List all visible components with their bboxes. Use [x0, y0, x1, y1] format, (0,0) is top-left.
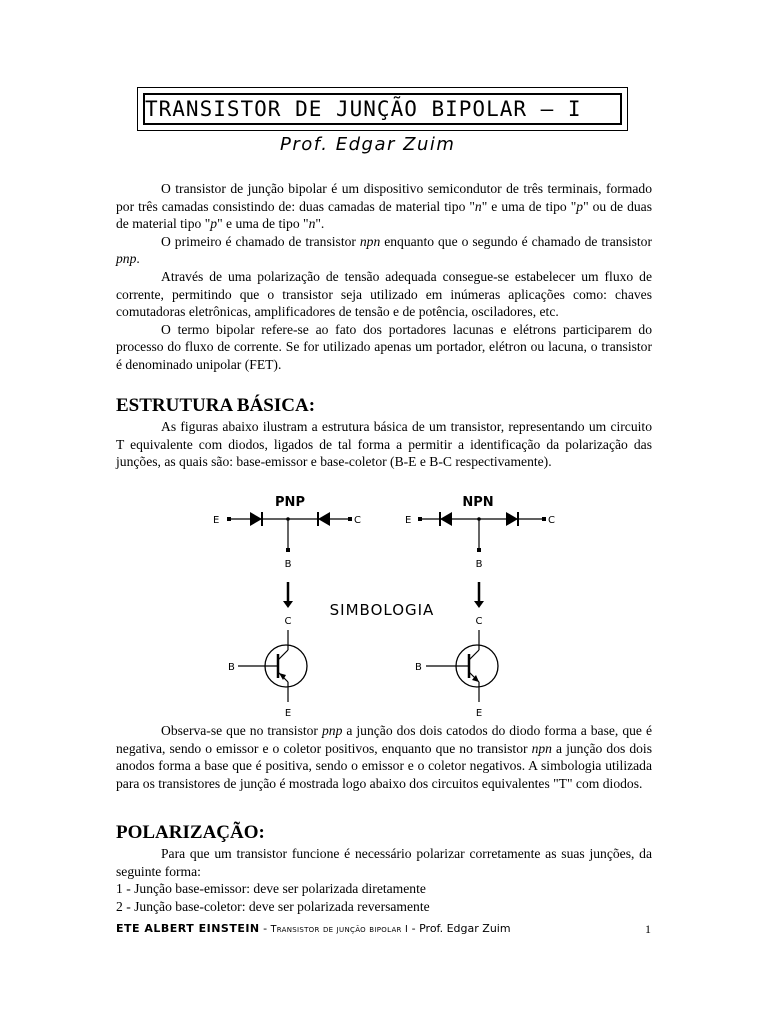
pnp-c-terminal-dot: [348, 517, 352, 521]
section-heading-polarizacao: POLARIZAÇÃO:: [116, 822, 265, 843]
intro-paragraph-1: [116, 180, 652, 233]
text-run: O primeiro é chamado de transistor: [161, 233, 360, 249]
observacao-section: [116, 722, 652, 792]
italic-run: pnp: [321, 723, 343, 738]
text-run: " e uma de tipo ": [217, 216, 309, 232]
pnp-down-arrowhead-icon: [283, 601, 293, 608]
text-run: enquanto que o segundo é chamado de transistor: [380, 233, 652, 249]
npn-b-terminal-label: B: [475, 559, 483, 570]
npn-label: NPN: [462, 495, 494, 510]
npn-c-terminal-dot: [542, 517, 546, 521]
polarizacao-item-1: 1 - Junção base-emissor: deve ser polarizada diretamente: [116, 881, 426, 897]
intro-paragraph-2: [116, 233, 652, 268]
text-run: " e uma de tipo ": [481, 198, 577, 214]
estrutura-paragraph: As figuras abaixo ilustram a estrutura básica de um transistor, representando um circuito T equivalente com diodos, ligados de tal forma a permitir a identificação da polarização das junções, as quais são: base-emissor e base-coletor (B-E e B-C respectivamente).: [116, 419, 652, 470]
italic-run: npn: [531, 740, 552, 756]
italic-run: p: [210, 216, 218, 232]
npn-symbol-c-label: C: [475, 616, 483, 627]
npn-b-terminal-dot: [477, 548, 481, 552]
italic-run: pnp: [116, 251, 137, 267]
observacao-paragraph: [116, 722, 652, 792]
npn-down-arrowhead-icon: [474, 601, 484, 608]
estrutura-section: [116, 418, 652, 471]
text-run: ".: [315, 216, 325, 232]
npn-symbol-e-label: E: [475, 708, 483, 719]
polarizacao-section: [116, 845, 652, 915]
npn-diode-right-icon: [506, 512, 518, 526]
pnp-e-terminal-dot: [227, 517, 231, 521]
npn-c-terminal-label: C: [548, 515, 555, 526]
intro-paragraph-4: O termo bipolar refere-se ao fato dos portadores lacunas e elétrons participarem do processo do fluxo de corrente. Se for utilizado apenas um portador, elétron ou lacuna, o transistor é denominado unipolar (FET).: [116, 321, 652, 372]
npn-symbol-b-label: B: [415, 662, 422, 673]
document-title: TRANSISTOR DE JUNÇÃO BIPOLAR – I: [145, 97, 582, 121]
text-run: Observa-se que no transistor: [161, 723, 322, 738]
npn-e-terminal-label: E: [405, 515, 412, 526]
footer-separator: -: [408, 922, 420, 935]
pnp-symbol-e-label: E: [284, 708, 292, 719]
polarizacao-paragraph: Para que um transistor funcione é necessário polarizar corretamente as suas junções, da seguinte forma:: [116, 846, 652, 879]
italic-run: npn: [359, 233, 381, 249]
pnp-symbol-b-label: B: [228, 662, 235, 673]
text-run: .: [136, 251, 140, 267]
text-run: a junção dos dois catodos do diodo forma a base, que é negativa, sendo o emissor e o coletor positivos, enquanto que no transistor: [116, 723, 652, 756]
footer-author: Prof. Edgar Zuim: [419, 922, 511, 935]
pnp-label: PNP: [275, 495, 305, 510]
intro-paragraph-3: Através de uma polarização de tensão adequada consegue-se estabelecer um fluxo de corrente, permitindo que o transistor seja utilizado em inúmeras aplicações como: chaves comutadoras eletrônicas, amplificadores de tensão e de potência, osciladores, etc.: [116, 268, 652, 320]
pnp-b-terminal-dot: [286, 548, 290, 552]
text-run: " ou de duas de material tipo ": [116, 198, 652, 232]
page-footer: [116, 922, 656, 935]
text-run: O transistor de junção bipolar é um dispositivo semicondutor de três terminais, formado por três camadas consistindo de: duas camadas de material tipo ": [116, 181, 652, 214]
text-run: a junção dos dois anodos forma a base que é positiva, sendo o emissor e o coletor negativos. A simbologia utilizada para os transistores de junção é mostrada logo abaixo dos circuitos equivalentes "T" com diodos.: [116, 740, 652, 791]
pnp-b-terminal-label: B: [284, 559, 292, 570]
transistor-structure-figure: [190, 490, 580, 722]
npn-diode-left-icon: [440, 512, 452, 526]
footer-document: Transistor de junção bipolar I: [270, 924, 409, 935]
footer-school: ETE ALBERT EINSTEIN: [116, 922, 260, 935]
intro-section: [116, 180, 652, 374]
polarizacao-item-2: 2 - Junção base-coletor: deve ser polarizada reversamente: [116, 898, 430, 914]
italic-run: p: [576, 198, 584, 214]
simbologia-label: SIMBOLOGIA: [329, 601, 435, 619]
footer-separator: -: [259, 922, 271, 935]
pnp-symbol-collector-line: [278, 650, 288, 660]
npn-e-terminal-dot: [418, 517, 422, 521]
italic-run: n: [308, 216, 316, 232]
pnp-symbol-c-label: C: [284, 616, 292, 627]
document-author: Prof. Edgar Zuim: [280, 134, 456, 155]
pnp-diode-left-icon: [250, 512, 262, 526]
pnp-c-terminal-label: C: [354, 515, 361, 526]
transistor-diagram: [190, 490, 580, 722]
pnp-e-terminal-label: E: [213, 515, 220, 526]
npn-symbol-collector-line: [469, 650, 479, 660]
pnp-diode-right-icon: [318, 512, 330, 526]
page-number: 1: [645, 922, 651, 936]
section-heading-estrutura: ESTRUTURA BÁSICA:: [116, 395, 316, 416]
italic-run: n: [474, 198, 482, 214]
